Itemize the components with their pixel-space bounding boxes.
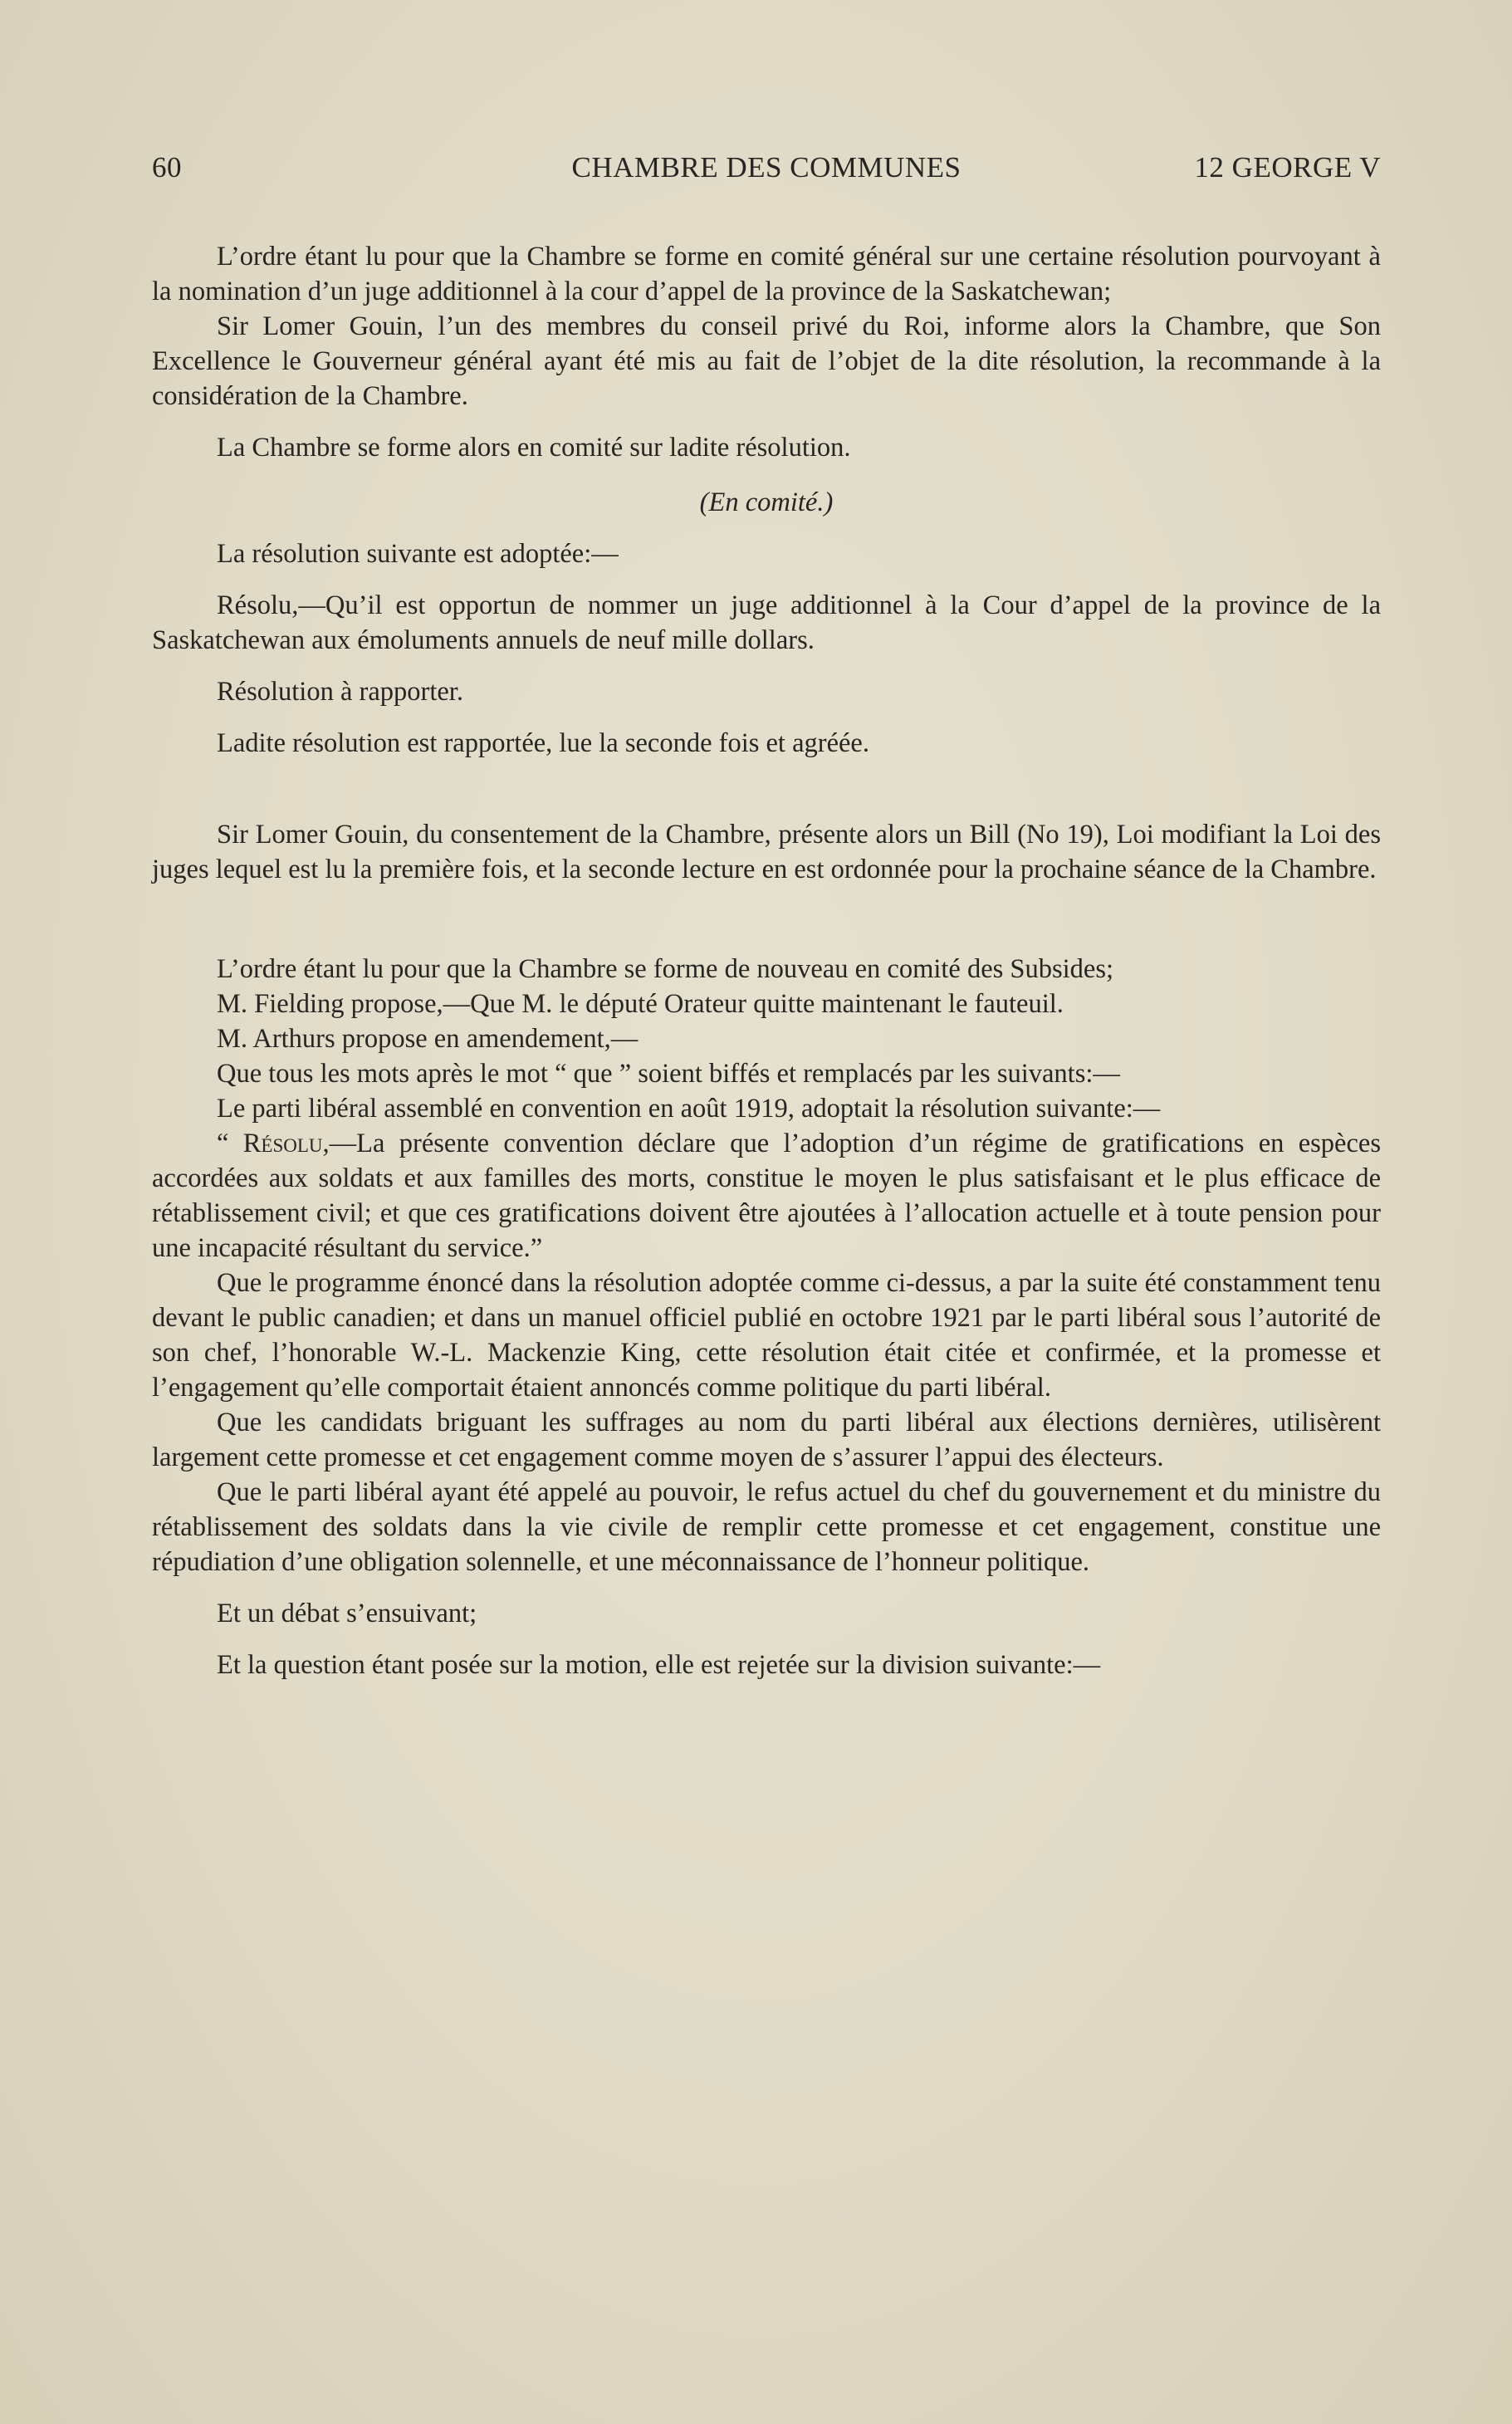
paragraph-resolution-agreed: Ladite résolution est rapportée, lue la seconde fois et agréée. <box>217 728 869 758</box>
paragraph-candidates: Que les candidats briguant les suffrages au nom du parti libéral aux élections dernières, utilisèrent largement cette promesse et cet engagement comme moyen de s’assurer l’appui des électeurs. <box>152 1408 1381 1472</box>
paragraph-liberal-convention: Le parti libéral assemblé en convention en août 1919, adoptait la résolution suivante:— <box>217 1094 1161 1124</box>
paragraph-resolution-adopted: La résolution suivante est adoptée:— <box>217 539 619 569</box>
session-label: 12 GEORGE V <box>1194 151 1381 184</box>
paragraph-house-forms-committee: La Chambre se forme alors en comité sur ladite résolution. <box>217 433 851 463</box>
paragraph-repudiation: Que le parti libéral ayant été appelé au pouvoir, le refus actuel du chef du gouvernement et du ministre du rétablissement des soldats dans la vie civile de remplir cette promesse et cet engagement, constitue une répudiation d’une obligation solennelle, et une méconnaissance de l’honneur politique. <box>152 1477 1381 1577</box>
paragraph-order-committee: L’ordre étant lu pour que la Chambre se forme en comité général sur une certaine résolution pourvoyant à la nomination d’un juge additionnel à la cour d’appel de la province de la Saskatchewan; <box>152 242 1381 306</box>
running-header <box>152 151 1381 193</box>
quoted-resolution-text: —La présente convention déclare que l’adoption d’un régime de gratifications en espèces accordées aux soldats et aux familles des morts, constitue le moyen le plus satisfaisant et le plus efficace de rétablissement civil; et que ces gratifications doivent être ajoutées à l’allocation actuelle et à toute pension pour une incapacité résultant du service.” <box>152 1129 1381 1263</box>
journal-title: CHAMBRE DES COMMUNES <box>571 151 962 184</box>
page-body <box>152 239 1381 1682</box>
paragraph-gouin-recommendation: Sir Lomer Gouin, l’un des membres du conseil privé du Roi, informe alors la Chambre, que Son Excellence le Gouverneur général ayant été mis au fait de l’objet de la dite résolution, la recommande à la considération de la Chambre. <box>152 311 1381 411</box>
paragraph-words-struck: Que tous les mots après le mot “ que ” soient biffés et remplacés par les suivants:— <box>217 1059 1120 1089</box>
paragraph-bill-19: Sir Lomer Gouin, du consentement de la Chambre, présente alors un Bill (No 19), Loi modifiant la Loi des juges lequel est lu la première fois, et la seconde lecture en est ordonnée pour la prochaine séance de la Chambre. <box>152 820 1381 884</box>
resolu-lead: “ Résolu, <box>217 1129 330 1158</box>
paragraph-division: Et la question étant posée sur la motion, elle est rejetée sur la division suivante:— <box>217 1650 1101 1680</box>
paragraph-arthurs-amendment: M. Arthurs propose en amendement,— <box>217 1024 639 1054</box>
paragraph-debate: Et un débat s’ensuivant; <box>217 1599 477 1628</box>
page-number: 60 <box>152 151 182 184</box>
paragraph-order-supply: L’ordre étant lu pour que la Chambre se forme de nouveau en comité des Subsides; <box>217 954 1114 984</box>
paragraph-quoted-resolution <box>152 1126 1381 1266</box>
in-committee-heading: (En comité.) <box>699 487 834 517</box>
paragraph-fielding-motion: M. Fielding propose,—Que M. le député Orateur quitte maintenant le fauteuil. <box>217 989 1064 1019</box>
paragraph-resolu-judge: Résolu,—Qu’il est opportun de nommer un juge additionnel à la Cour d’appel de la province de la Saskatchewan aux émoluments annuels de neuf mille dollars. <box>152 590 1381 655</box>
paragraph-resolution-report: Résolution à rapporter. <box>217 677 463 707</box>
paragraph-programme: Que le programme énoncé dans la résolution adoptée comme ci-dessus, a par la suite été constamment tenu devant le public canadien; et dans un manuel officiel publié en octobre 1921 par le parti libéral sous l’autorité de son chef, l’honorable W.-L. Mackenzie King, cette résolution était citée et confirmée, et la promesse et l’engagement qu’elle comportait étaient annoncés comme politique du parti libéral. <box>152 1268 1381 1403</box>
